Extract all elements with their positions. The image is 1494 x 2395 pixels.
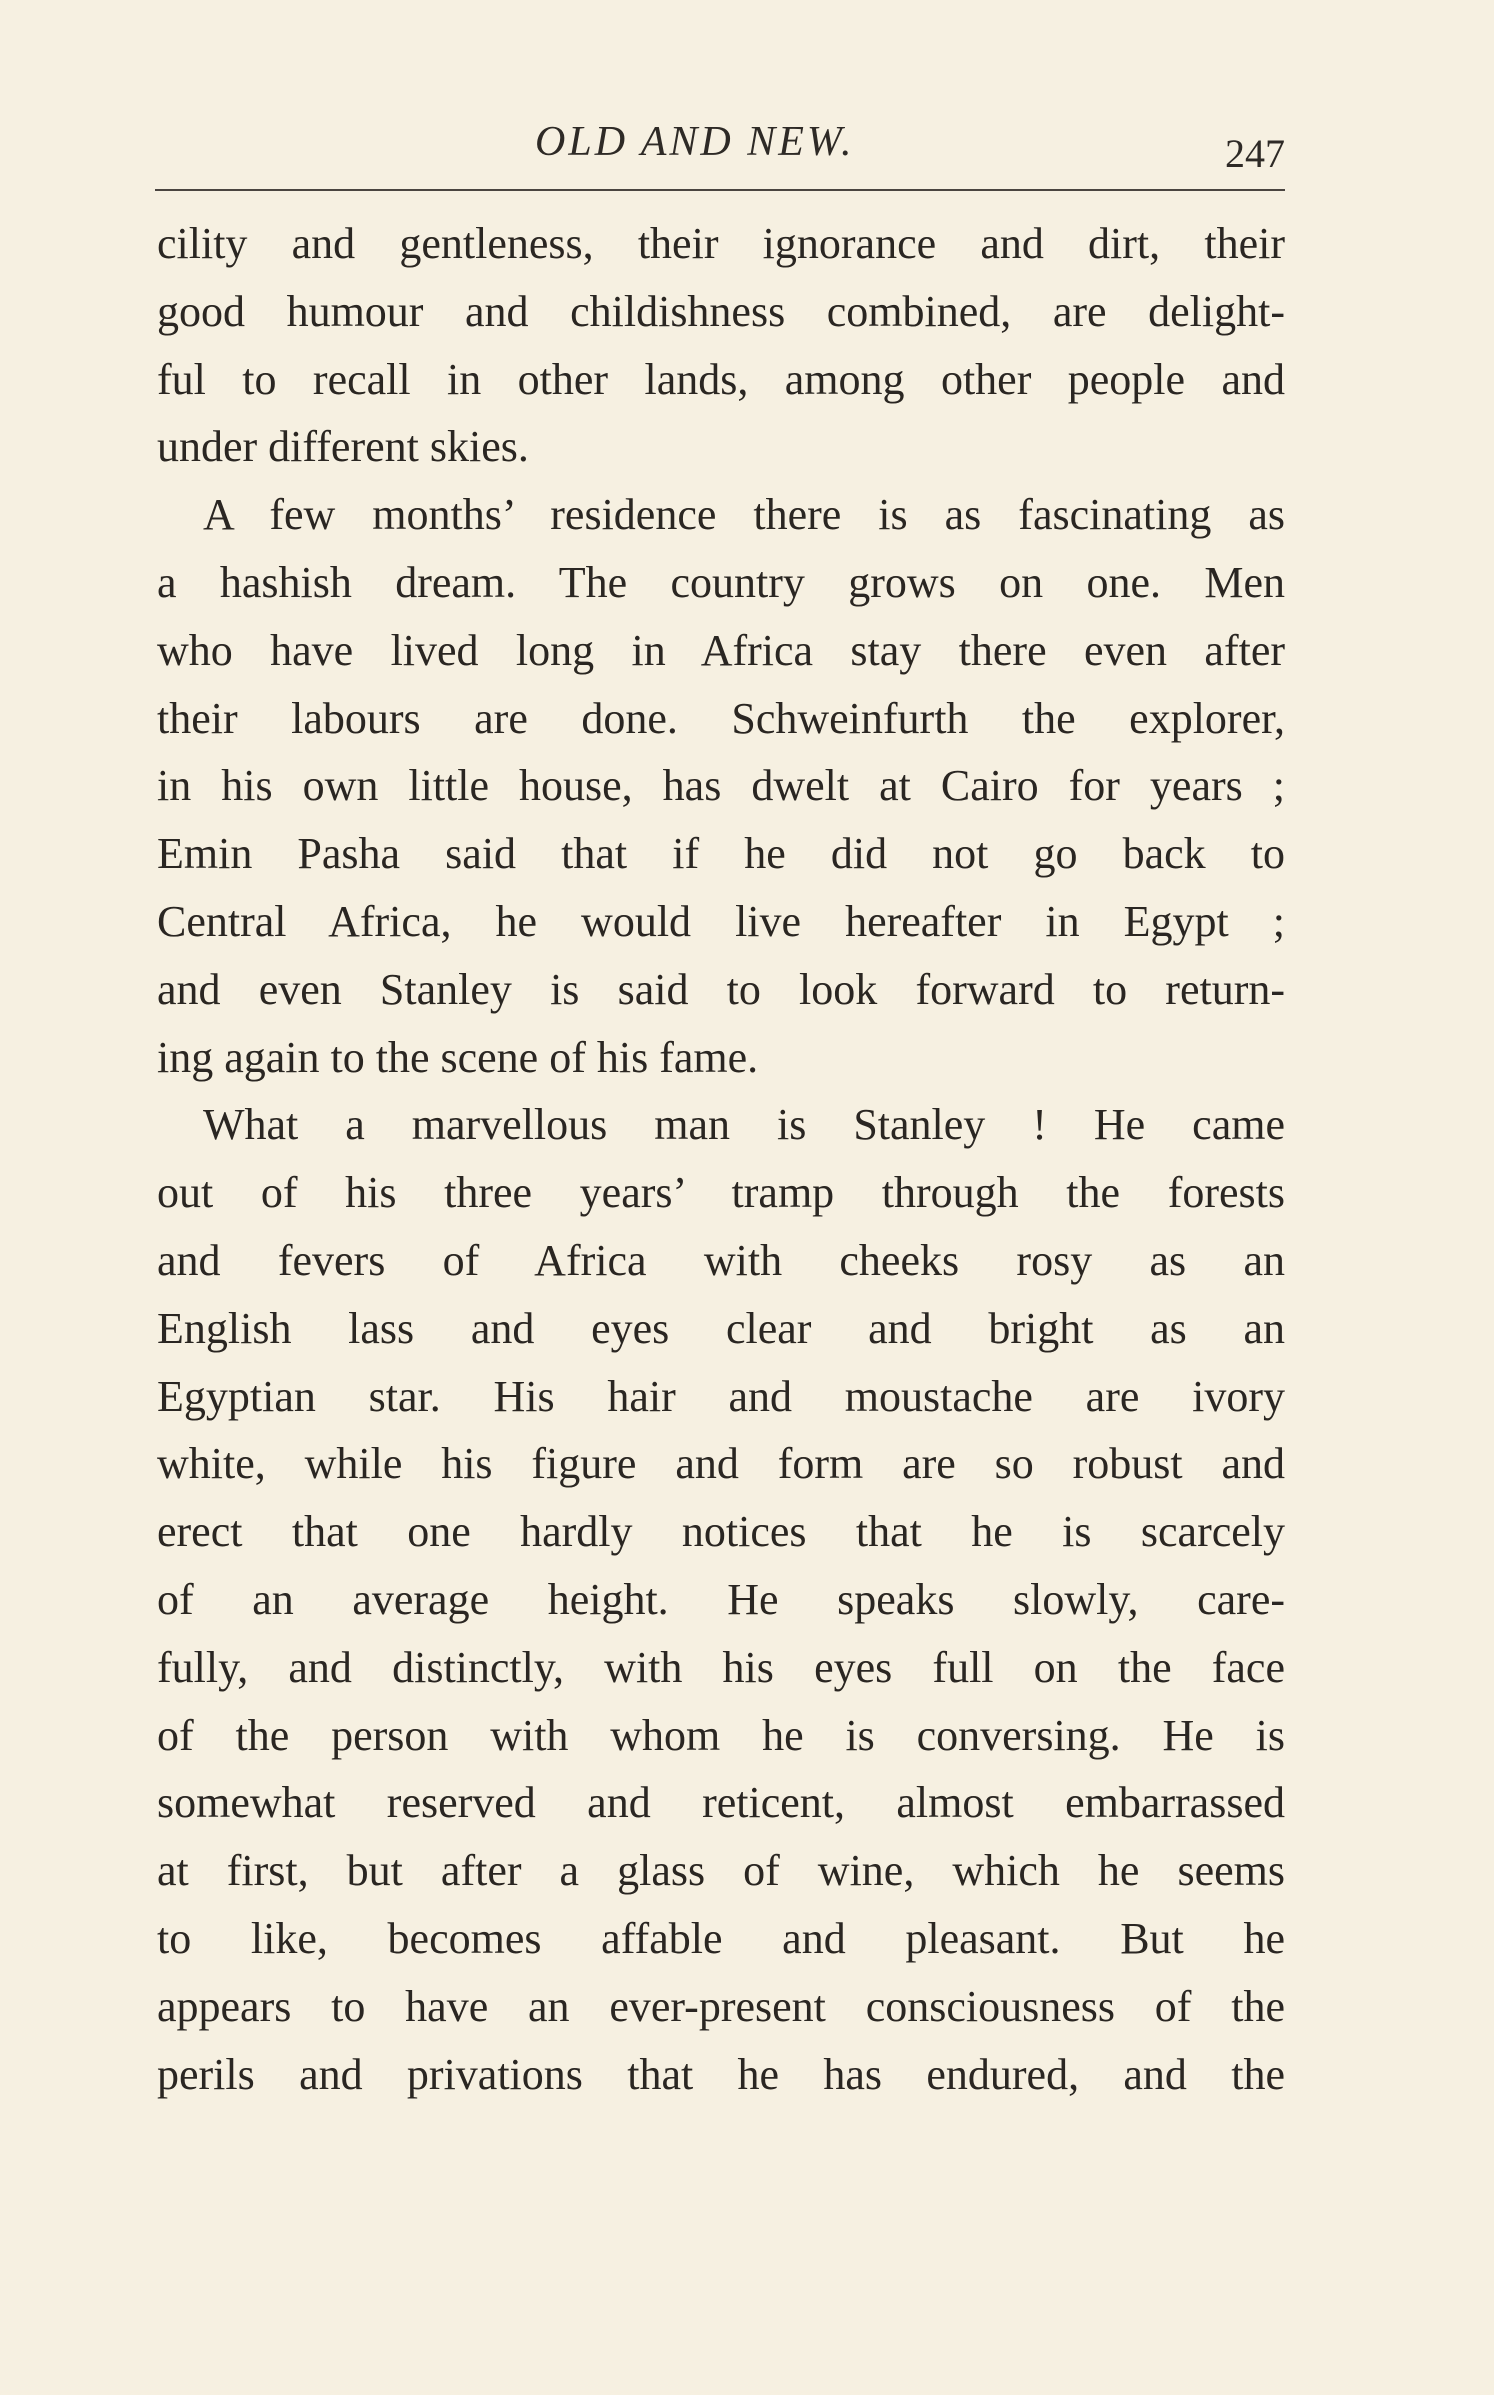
text-line: who have lived long in Africa stay there even after (157, 625, 1285, 675)
text-line: A few months’ residence there is as fascinating as (203, 490, 1285, 540)
text-line: fully, and distinctly, with his eyes full on the face (157, 1642, 1285, 1692)
text-line: under different skies. (157, 422, 529, 472)
text-line: a hashish dream. The country grows on one. Men (157, 557, 1285, 607)
header-rule (155, 189, 1285, 191)
text-line: cility and gentleness, their ignorance and dirt, their (157, 219, 1285, 268)
text-line: out of his three years’ tramp through the forests (157, 1168, 1285, 1218)
text-line: good humour and childishness combined, are delight- (157, 286, 1285, 336)
text-line: perils and privations that he has endured, and the (157, 2049, 1285, 2099)
text-line: What a marvellous man is Stanley ! He came (203, 1100, 1285, 1150)
text-line: their labours are done. Schweinfurth the explorer, (157, 693, 1285, 743)
text-line: Egyptian star. His hair and moustache are ivory (157, 1371, 1285, 1421)
text-line: at first, but after a glass of wine, which he seems (157, 1846, 1285, 1896)
text-line: English lass and eyes clear and bright as an (157, 1303, 1285, 1353)
running-title: OLD AND NEW. (535, 119, 855, 165)
text-line: ing again to the scene of his fame. (157, 1032, 759, 1082)
text-line: appears to have an ever-present consciousness of the (157, 1981, 1285, 2031)
text-line: and fevers of Africa with cheeks rosy as an (157, 1235, 1285, 1285)
text-line: of an average height. He speaks slowly, care- (157, 1574, 1285, 1624)
text-line: Central Africa, he would live hereafter in Egypt ; (157, 896, 1285, 946)
page-number: 247 (1225, 131, 1285, 176)
running-head (155, 118, 1285, 198)
text-line: to like, becomes affable and pleasant. But he (157, 1913, 1285, 1963)
text-line: and even Stanley is said to look forward to return- (157, 964, 1285, 1014)
text-line: ful to recall in other lands, among other people and (157, 354, 1285, 404)
text-line: in his own little house, has dwelt at Cairo for years ; (157, 761, 1285, 811)
text-line: somewhat reserved and reticent, almost embarrassed (157, 1778, 1285, 1828)
text-line: white, while his figure and form are so robust and (157, 1439, 1285, 1489)
body-text (157, 210, 1285, 2108)
text-line: Emin Pasha said that if he did not go back to (157, 829, 1285, 879)
text-line: of the person with whom he is conversing. He is (157, 1710, 1285, 1760)
text-line: erect that one hardly notices that he is scarcely (157, 1507, 1285, 1557)
